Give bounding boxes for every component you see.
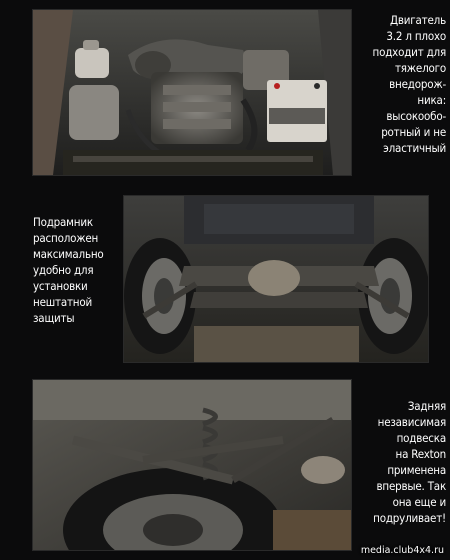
subframe-underside-photo	[124, 196, 428, 362]
caption-line: ротный и не	[381, 125, 446, 139]
suspension-caption	[356, 398, 446, 526]
caption-line: впервые. Так	[376, 479, 446, 493]
caption-line: независимая	[377, 415, 446, 429]
caption-line: тяжелого	[394, 61, 446, 75]
engine-bay-photo	[33, 10, 351, 175]
caption-line: установки	[33, 279, 88, 293]
caption-line: защиты	[33, 311, 75, 325]
caption-line: ника:	[417, 93, 446, 107]
caption-line: расположен	[33, 231, 99, 245]
caption-line: Подрамник	[33, 215, 93, 229]
caption-line: подвеска	[396, 431, 446, 445]
caption-line: максимально	[33, 247, 104, 261]
caption-line: подходит для	[372, 45, 446, 59]
caption-line: подруливает!	[373, 511, 446, 525]
caption-line: на Rexton	[395, 447, 446, 461]
caption-line: она еще и	[392, 495, 446, 509]
caption-line: Задняя	[407, 399, 446, 413]
engine-caption	[356, 12, 446, 156]
caption-line: 3.2 л плохо	[386, 29, 446, 43]
caption-line: эластичный	[383, 141, 446, 155]
caption-line: нештатной	[33, 295, 93, 309]
caption-line: применена	[387, 463, 446, 477]
caption-line: высокообо-	[386, 109, 446, 123]
subframe-caption	[33, 214, 121, 326]
caption-line: Двигатель	[390, 13, 446, 27]
caption-line: внедорож-	[389, 77, 446, 91]
rear-suspension-photo	[33, 380, 351, 550]
caption-line: удобно для	[33, 263, 94, 277]
site-watermark: media.club4x4.ru	[360, 545, 444, 556]
